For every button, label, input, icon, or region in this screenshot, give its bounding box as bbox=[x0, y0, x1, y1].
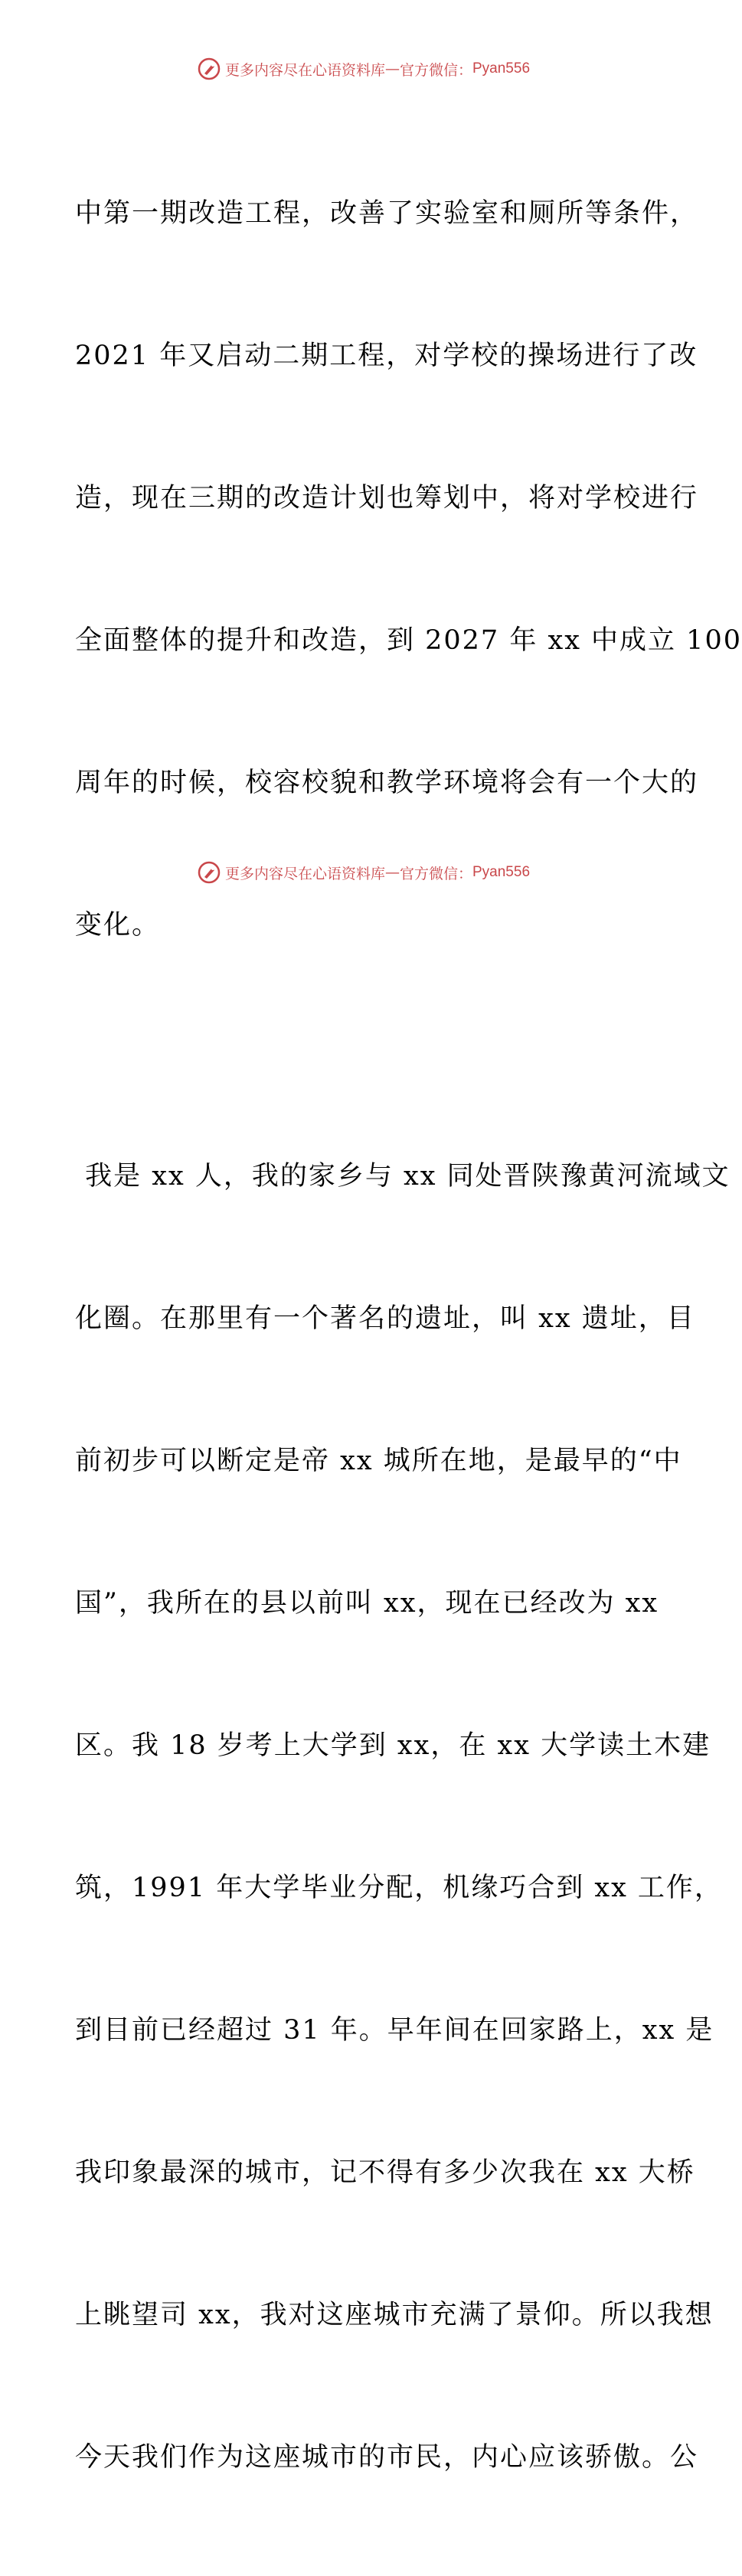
pen-nib-icon bbox=[198, 57, 221, 80]
pen-nib-icon bbox=[198, 861, 221, 884]
watermark-main-text: 更多内容尽在心语资料库 bbox=[224, 865, 385, 882]
paragraph-2 bbox=[75, 1058, 731, 2576]
text-line: 周年的时候，校容校貌和教学环境将会有一个大的 bbox=[75, 768, 699, 798]
watermark-label: 官方微信： bbox=[399, 865, 472, 882]
text-line: 区。我 18 岁考上大学到 xx，在 xx 大学读土木建 bbox=[75, 1730, 711, 1761]
text-line: 变化。 bbox=[75, 910, 161, 941]
text-line: 我是 xx 人，我的家乡与 xx 同处晋陕豫黄河流域文 bbox=[75, 1161, 731, 1192]
text-line: 筑，1991 年大学毕业分配，机缘巧合到 xx 工作， bbox=[75, 1873, 723, 1903]
text-line: 中第一期改造工程，改善了实验室和厕所等条件， bbox=[75, 198, 699, 229]
text-line: 到目前已经超过 31 年。早年间在回家路上，xx 是 bbox=[75, 2015, 714, 2046]
text-line: 我印象最深的城市，记不得有多少次我在 xx 大桥 bbox=[75, 2157, 695, 2188]
text-line: 全面整体的提升和改造，到 2027 年 xx 中成立 100 bbox=[75, 625, 742, 656]
text-line: 前初步可以断定是帝 xx 城所在地，是最早的“中 bbox=[75, 1446, 682, 1476]
text-line: 上眺望司 xx，我对这座城市充满了景仰。所以我想 bbox=[75, 2300, 714, 2330]
watermark-label: 官方微信： bbox=[399, 61, 472, 79]
text-line: 国”，我所在的县以前叫 xx，现在已经改为 xx bbox=[75, 1588, 659, 1619]
watermark-wechat-id: Pyan556 bbox=[472, 864, 531, 880]
footer-watermark bbox=[0, 857, 727, 888]
text-line: 化圈。在那里有一个著名的遗址，叫 xx 遗址，目 bbox=[75, 1303, 695, 1334]
paragraph-1 bbox=[75, 95, 742, 1044]
header-watermark bbox=[0, 54, 727, 84]
text-line: 造，现在三期的改造计划也筹划中，将对学校进行 bbox=[75, 483, 699, 514]
document-body bbox=[75, 95, 742, 2576]
watermark-separator: — bbox=[384, 864, 400, 881]
watermark-wechat-id: Pyan556 bbox=[472, 60, 531, 77]
watermark-main-text: 更多内容尽在心语资料库 bbox=[224, 61, 385, 79]
text-line: 2021 年又启动二期工程，对学校的操场进行了改 bbox=[75, 341, 698, 371]
text-line: 今天我们作为这座城市的市民，内心应该骄傲。公 bbox=[75, 2442, 699, 2473]
watermark-separator: — bbox=[384, 60, 400, 77]
